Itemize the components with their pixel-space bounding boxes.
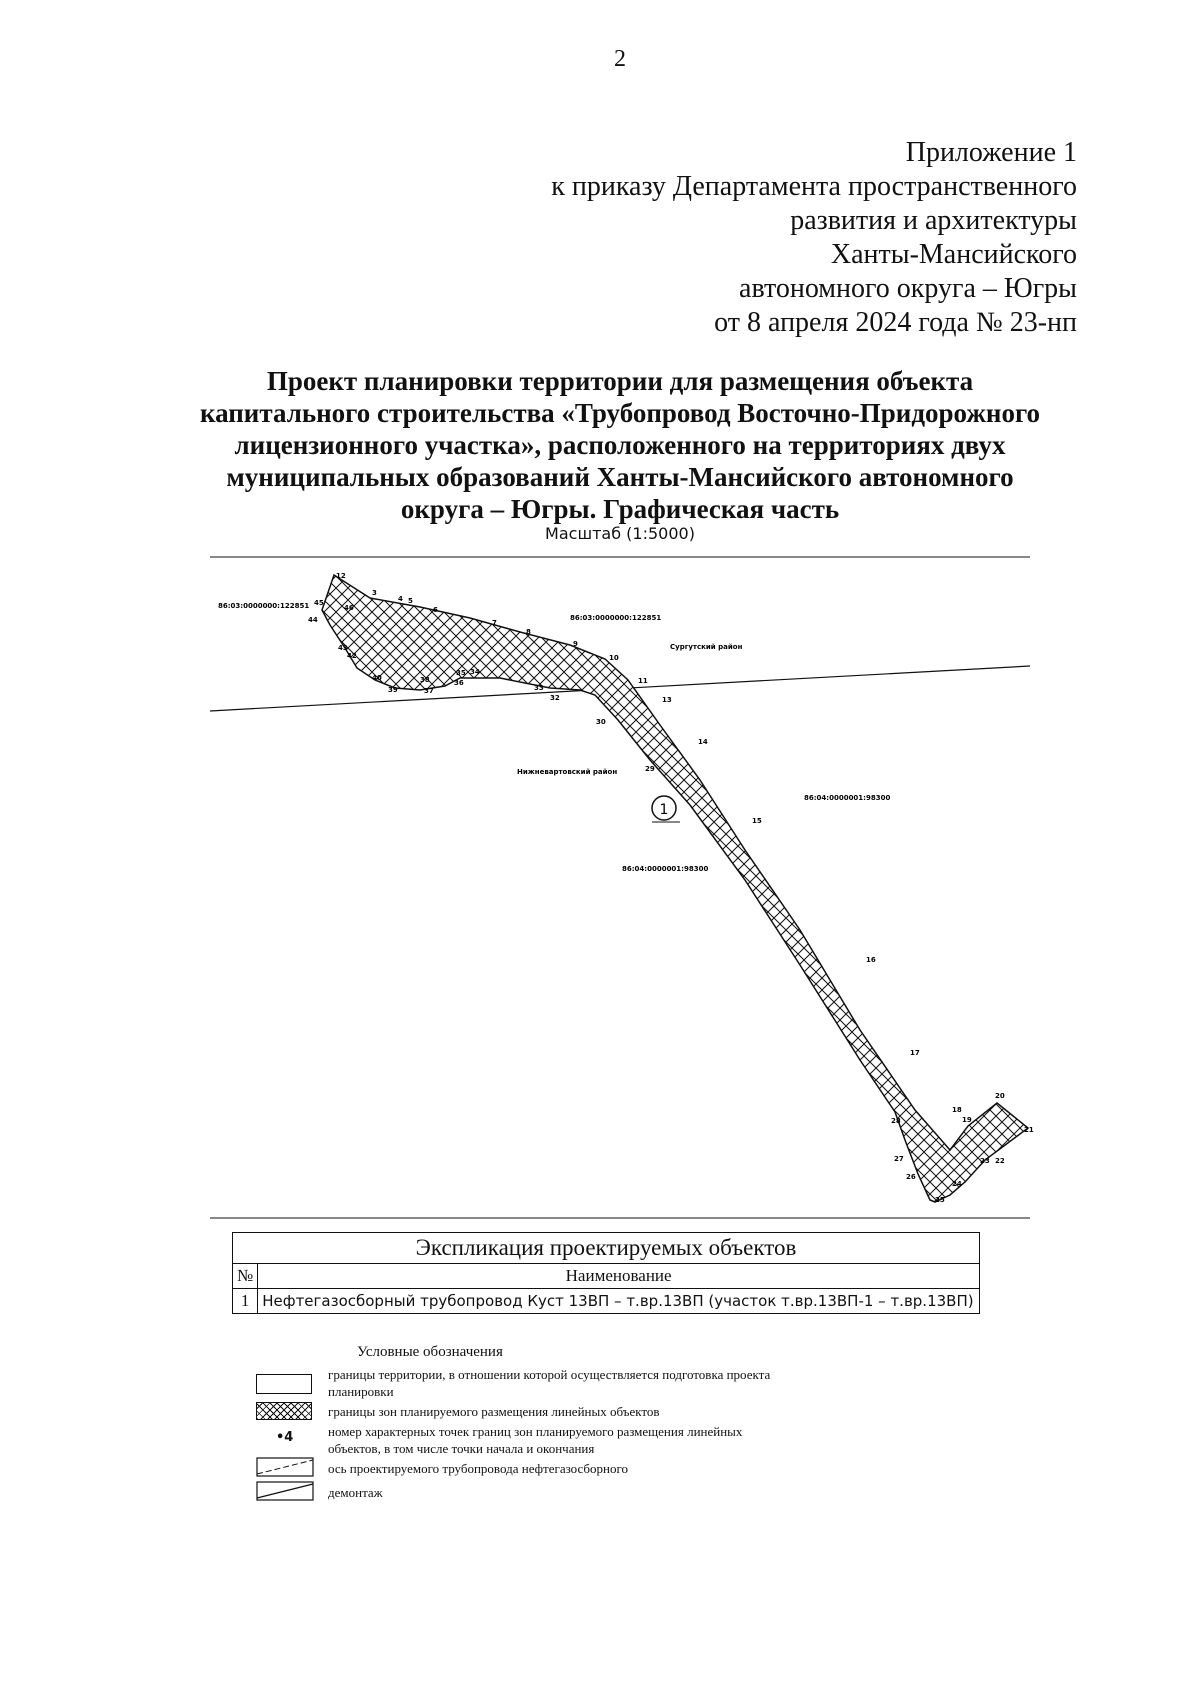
point-label: 21 bbox=[1024, 1126, 1034, 1134]
point-label: 24 bbox=[952, 1180, 962, 1188]
point-label: 15 bbox=[752, 817, 762, 825]
point-label: 27 bbox=[894, 1155, 904, 1163]
cadastral-label: 86:04:0000001:98300 bbox=[622, 865, 709, 873]
point-label: 20 bbox=[995, 1092, 1005, 1100]
point-label: 16 bbox=[866, 956, 876, 964]
cadastral-label: 86:04:0000001:98300 bbox=[804, 794, 891, 802]
appendix-line: развития и архитектуры bbox=[790, 205, 1077, 236]
point-label: 6 bbox=[433, 606, 438, 614]
legend-title: Условные обозначения bbox=[357, 1344, 503, 1360]
point-label: 36 bbox=[454, 679, 464, 687]
point-label: 17 bbox=[910, 1049, 920, 1057]
title-line: лицензионного участка», расположенного на территориях двух bbox=[234, 430, 1006, 460]
cadastral-label: 86:03:0000000:122851 bbox=[570, 614, 662, 622]
point-label: 25 bbox=[935, 1196, 945, 1204]
appendix-line: к приказу Департамента пространственного bbox=[551, 171, 1077, 202]
point-label: 37 bbox=[424, 687, 434, 695]
point-label: 38 bbox=[420, 676, 430, 684]
appendix-line: Приложение 1 bbox=[905, 137, 1077, 168]
point-label: 10 bbox=[609, 654, 619, 662]
point-label: 29 bbox=[645, 765, 655, 773]
point-label: 11 bbox=[638, 677, 648, 685]
point-label: 40 bbox=[372, 674, 382, 682]
title-line: Проект планировки территории для размещения объекта bbox=[266, 366, 974, 396]
point-label: 23 bbox=[980, 1157, 990, 1165]
object-marker-label: 1 bbox=[659, 802, 669, 818]
legend-item: демонтаж bbox=[328, 1485, 383, 1500]
point-label: 13 bbox=[662, 696, 672, 704]
explication-caption: Экспликация проектируемых объектов bbox=[233, 1233, 980, 1264]
column-header-number: № bbox=[233, 1264, 258, 1289]
point-label: 43 bbox=[338, 644, 348, 652]
point-label: 14 bbox=[698, 738, 708, 746]
point-label: 44 bbox=[308, 616, 318, 624]
legend-item: номер характерных точек границ зон планируемого размещения линейных объектов, в том числе точки начала и окончания bbox=[328, 1424, 743, 1456]
point-label: 33 bbox=[534, 684, 544, 692]
legend-line-symbols bbox=[256, 1456, 316, 1506]
point-label: 45 bbox=[314, 599, 324, 607]
point-label: 32 bbox=[550, 694, 560, 702]
column-header-name: Наименование bbox=[258, 1264, 980, 1289]
point-label: 8 bbox=[526, 628, 531, 636]
point-label: 34 bbox=[470, 668, 480, 676]
title-line: муниципальных образований Ханты-Мансийского автономного bbox=[226, 462, 1014, 492]
page-number: 2 bbox=[614, 46, 626, 72]
appendix-line: от 8 апреля 2024 года № 23-нп bbox=[714, 307, 1077, 338]
point-label: 30 bbox=[596, 718, 606, 726]
point-label: 28 bbox=[891, 1117, 901, 1125]
appendix-line: автономного округа – Югры bbox=[739, 273, 1077, 304]
point-label: 26 bbox=[906, 1173, 916, 1181]
point-label: 7 bbox=[492, 619, 497, 627]
zone-boundary-symbol bbox=[256, 1402, 312, 1420]
title-line: округа – Югры. Графическая часть bbox=[400, 494, 840, 524]
explication-table bbox=[232, 1232, 980, 1314]
row-name: Нефтегазосборный трубопровод Куст 13ВП – т.вр.13ВП (участок т.вр.13ВП-1 – т.вр.13ВП) bbox=[258, 1289, 980, 1314]
title-line: капитального строительства «Трубопровод Восточно-Придорожного bbox=[199, 398, 1041, 428]
legend-item: ось проектируемого трубопровода нефтегазосборного bbox=[328, 1461, 628, 1476]
territory-boundary-symbol bbox=[256, 1374, 312, 1394]
point-label: 4 bbox=[398, 595, 403, 603]
point-label: 9 bbox=[573, 640, 578, 648]
point-number-symbol: •4 bbox=[276, 1430, 294, 1445]
legend-item: границы зон планируемого размещения линейных объектов bbox=[328, 1404, 660, 1419]
table-row bbox=[233, 1289, 980, 1314]
district-label: Сургутский район bbox=[670, 643, 743, 651]
point-label: 35 bbox=[456, 669, 466, 677]
point-label: 19 bbox=[962, 1116, 972, 1124]
map-scale: Масштаб (1:5000) bbox=[545, 524, 695, 543]
district-label: Нижневартовский район bbox=[517, 768, 618, 776]
pipeline-zone bbox=[322, 575, 1028, 1202]
cadastral-label: 86:03:0000000:122851 bbox=[218, 602, 310, 610]
point-label: 12 bbox=[336, 572, 346, 580]
point-label: 22 bbox=[995, 1157, 1005, 1165]
legend-item: границы территории, в отношении которой осуществляется подготовка проекта планировки bbox=[328, 1367, 771, 1399]
point-label: 18 bbox=[952, 1106, 962, 1114]
row-number: 1 bbox=[233, 1289, 258, 1314]
point-label: 5 bbox=[408, 597, 413, 605]
appendix-line: Ханты-Мансийского bbox=[830, 239, 1077, 270]
point-label: 3 bbox=[372, 589, 377, 597]
point-label: 42 bbox=[347, 652, 357, 660]
point-label: 39 bbox=[388, 686, 398, 694]
point-label: 46 bbox=[344, 604, 354, 612]
